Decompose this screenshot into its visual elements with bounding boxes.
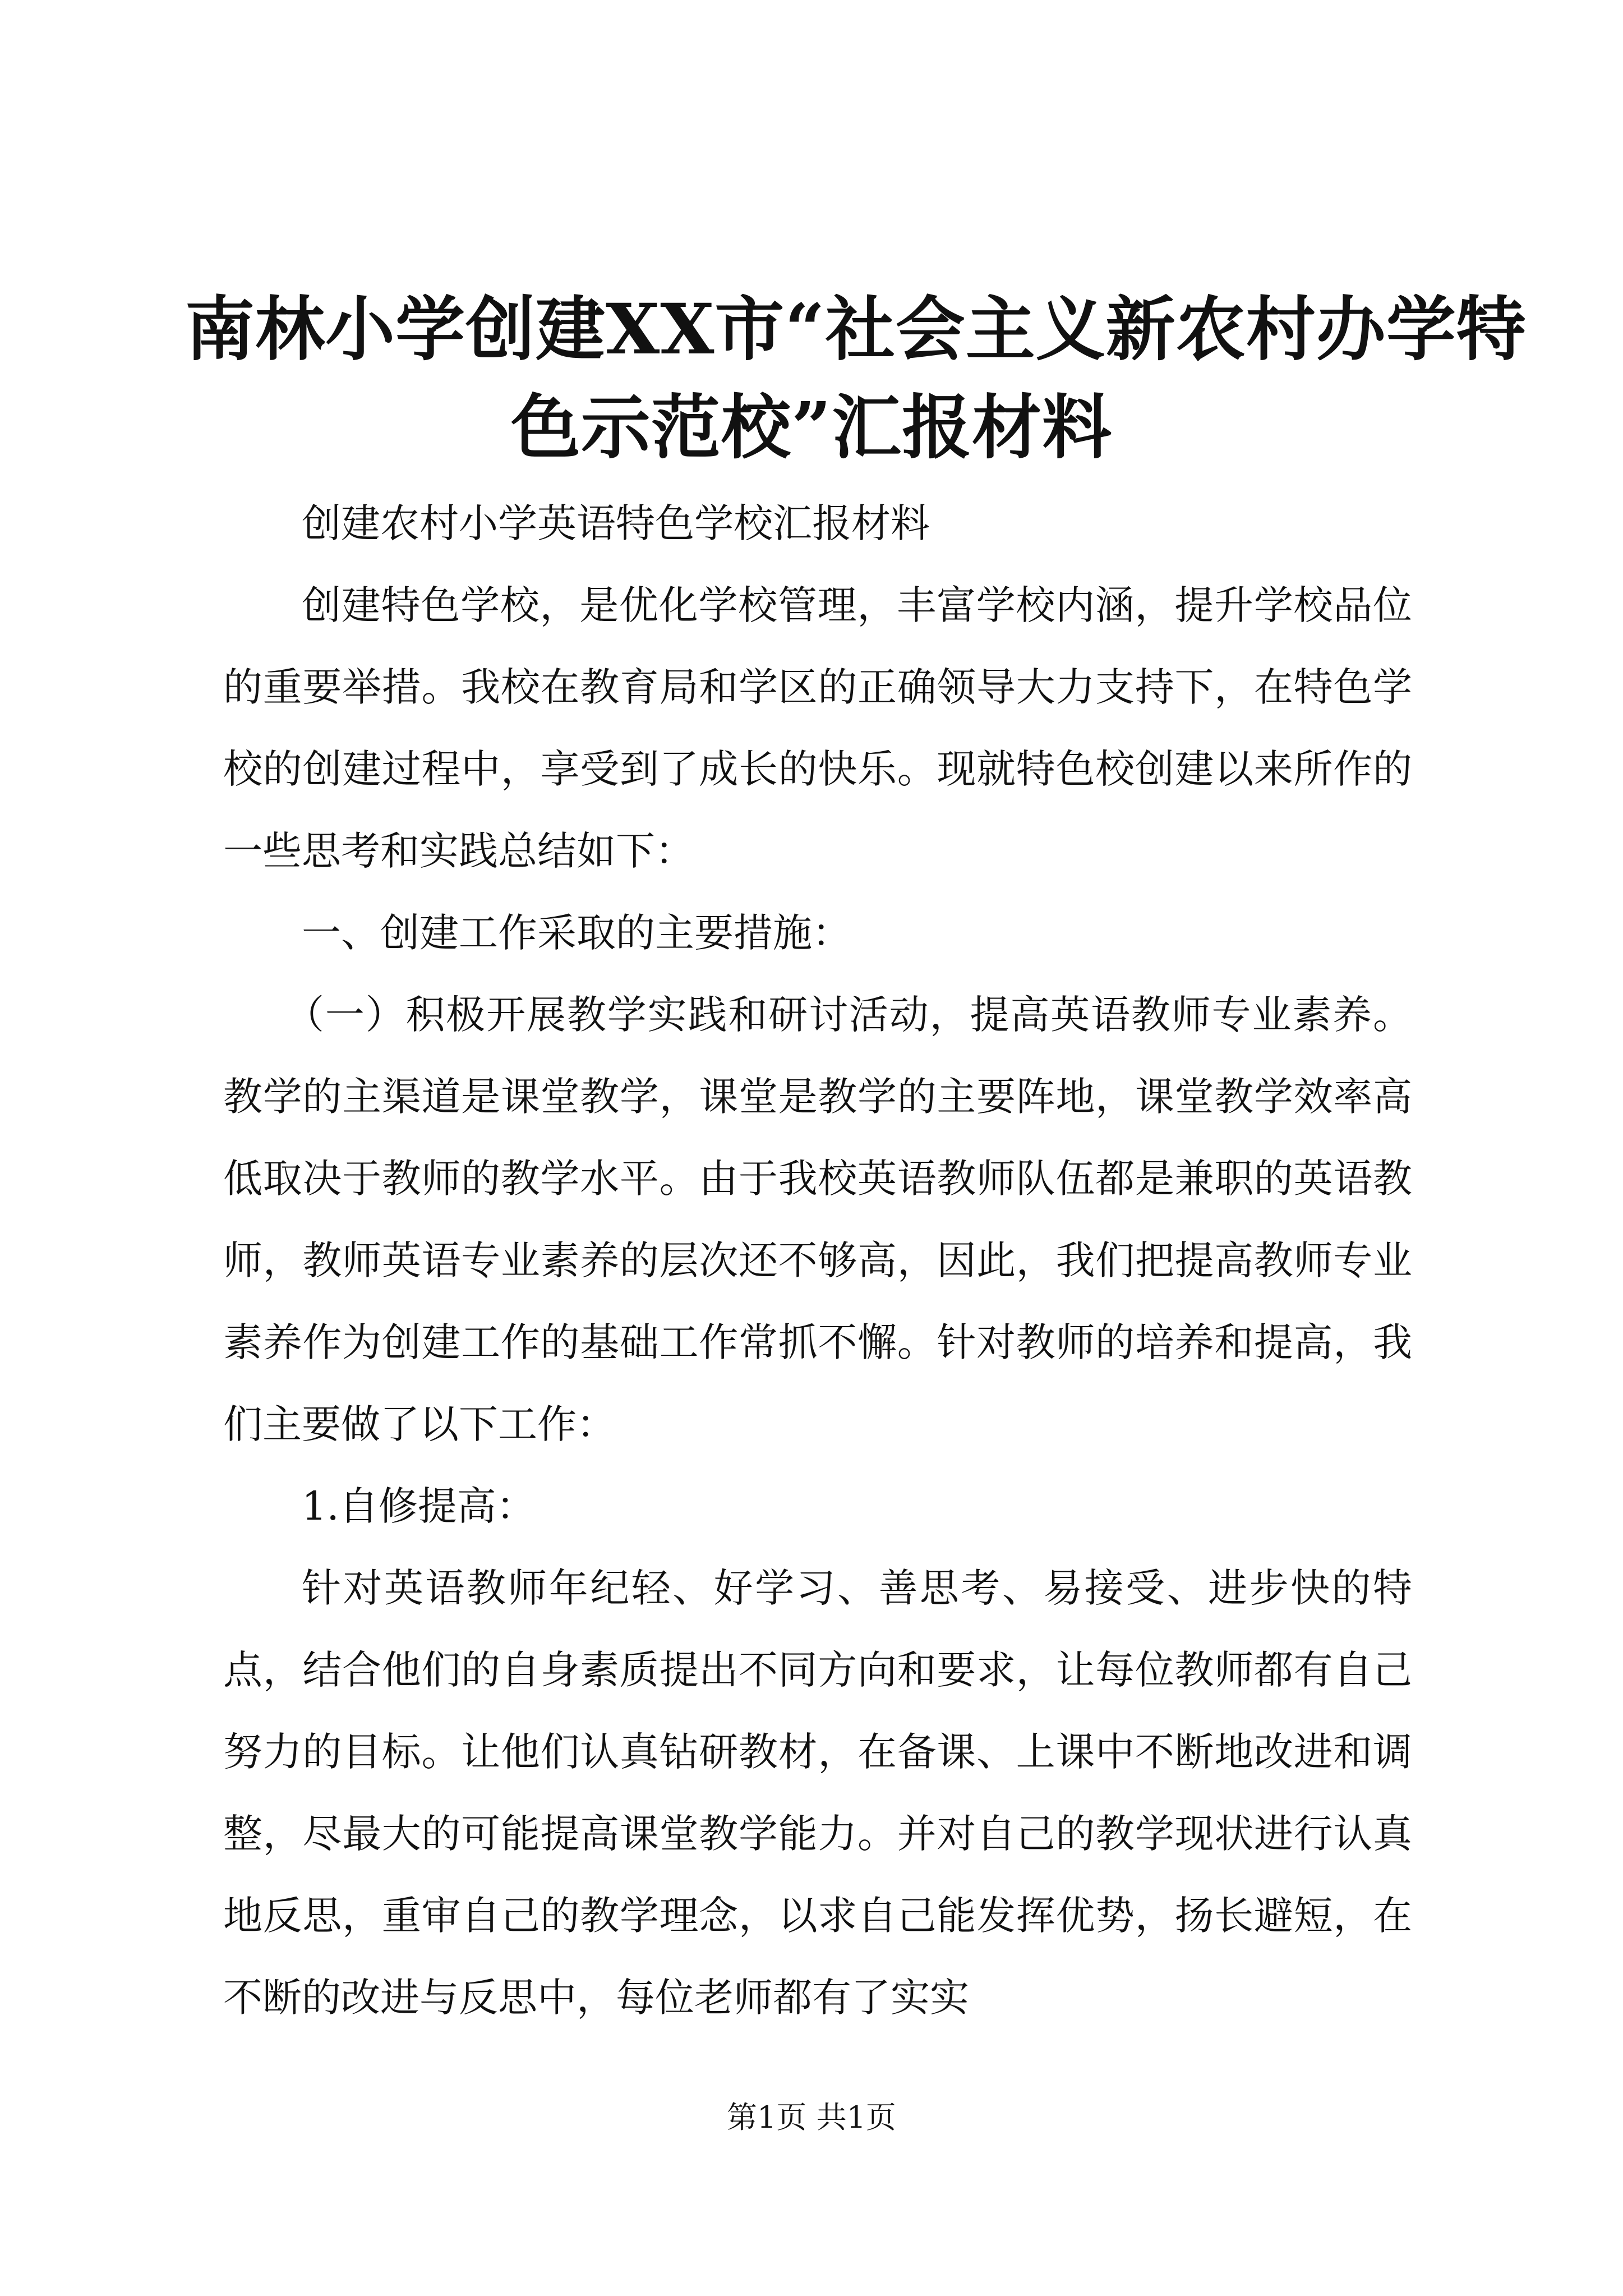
section-heading: 一、创建工作采取的主要措施： — [302, 910, 851, 956]
item-heading: 1.自修提高： — [302, 1483, 536, 1529]
title-line-1: 南林小学创建XX市“社会主义新农村办学特 — [185, 289, 1527, 370]
subtitle-paragraph: 创建农村小学英语特色学校汇报材料 — [302, 500, 930, 546]
body-paragraph: 针对英语教师年纪轻、好学习、善思考、易接受、进步快的特点，结合他们的自身素质提出不同方向和要求，让每位教师都有自己努力的目标。让他们认真钻研教材，在备课、上课中不断地改进和调整，尽最大的可能提高课堂教学能力。并对自己的教学现状进行认真地反思，重审自己的教学理念，以求自己能发挥优势，扬长避短，在不断的改进与反思中，每位老师都有了实实 — [223, 1565, 1412, 2021]
document-title — [185, 280, 1527, 477]
page-footer: 第1页 共1页 — [727, 2100, 896, 2135]
subsection-paragraph: （一）积极开展教学实践和研讨活动，提高英语教师专业素养。教学的主渠道是课堂教学，课堂是教学的主要阵地，课堂教学效率高低取决于教师的教学水平。由于我校英语教师队伍都是兼职的英语教师，教师英语专业素养的层次还不够高，因此，我们把提高教师专业素养作为创建工作的基础工作常抓不懈。针对教师的培养和提高，我们主要做了以下工作： — [223, 992, 1412, 1447]
title-line-2: 色示范校”汇报材料 — [510, 387, 1113, 468]
document-body — [223, 482, 1412, 2039]
intro-paragraph: 创建特色学校，是优化学校管理，丰富学校内涵，提升学校品位的重要举措。我校在教育局和学区的正确领导大力支持下，在特色学校的创建过程中，享受到了成长的快乐。现就特色校创建以来所作的一些思考和实践总结如下： — [223, 582, 1412, 874]
